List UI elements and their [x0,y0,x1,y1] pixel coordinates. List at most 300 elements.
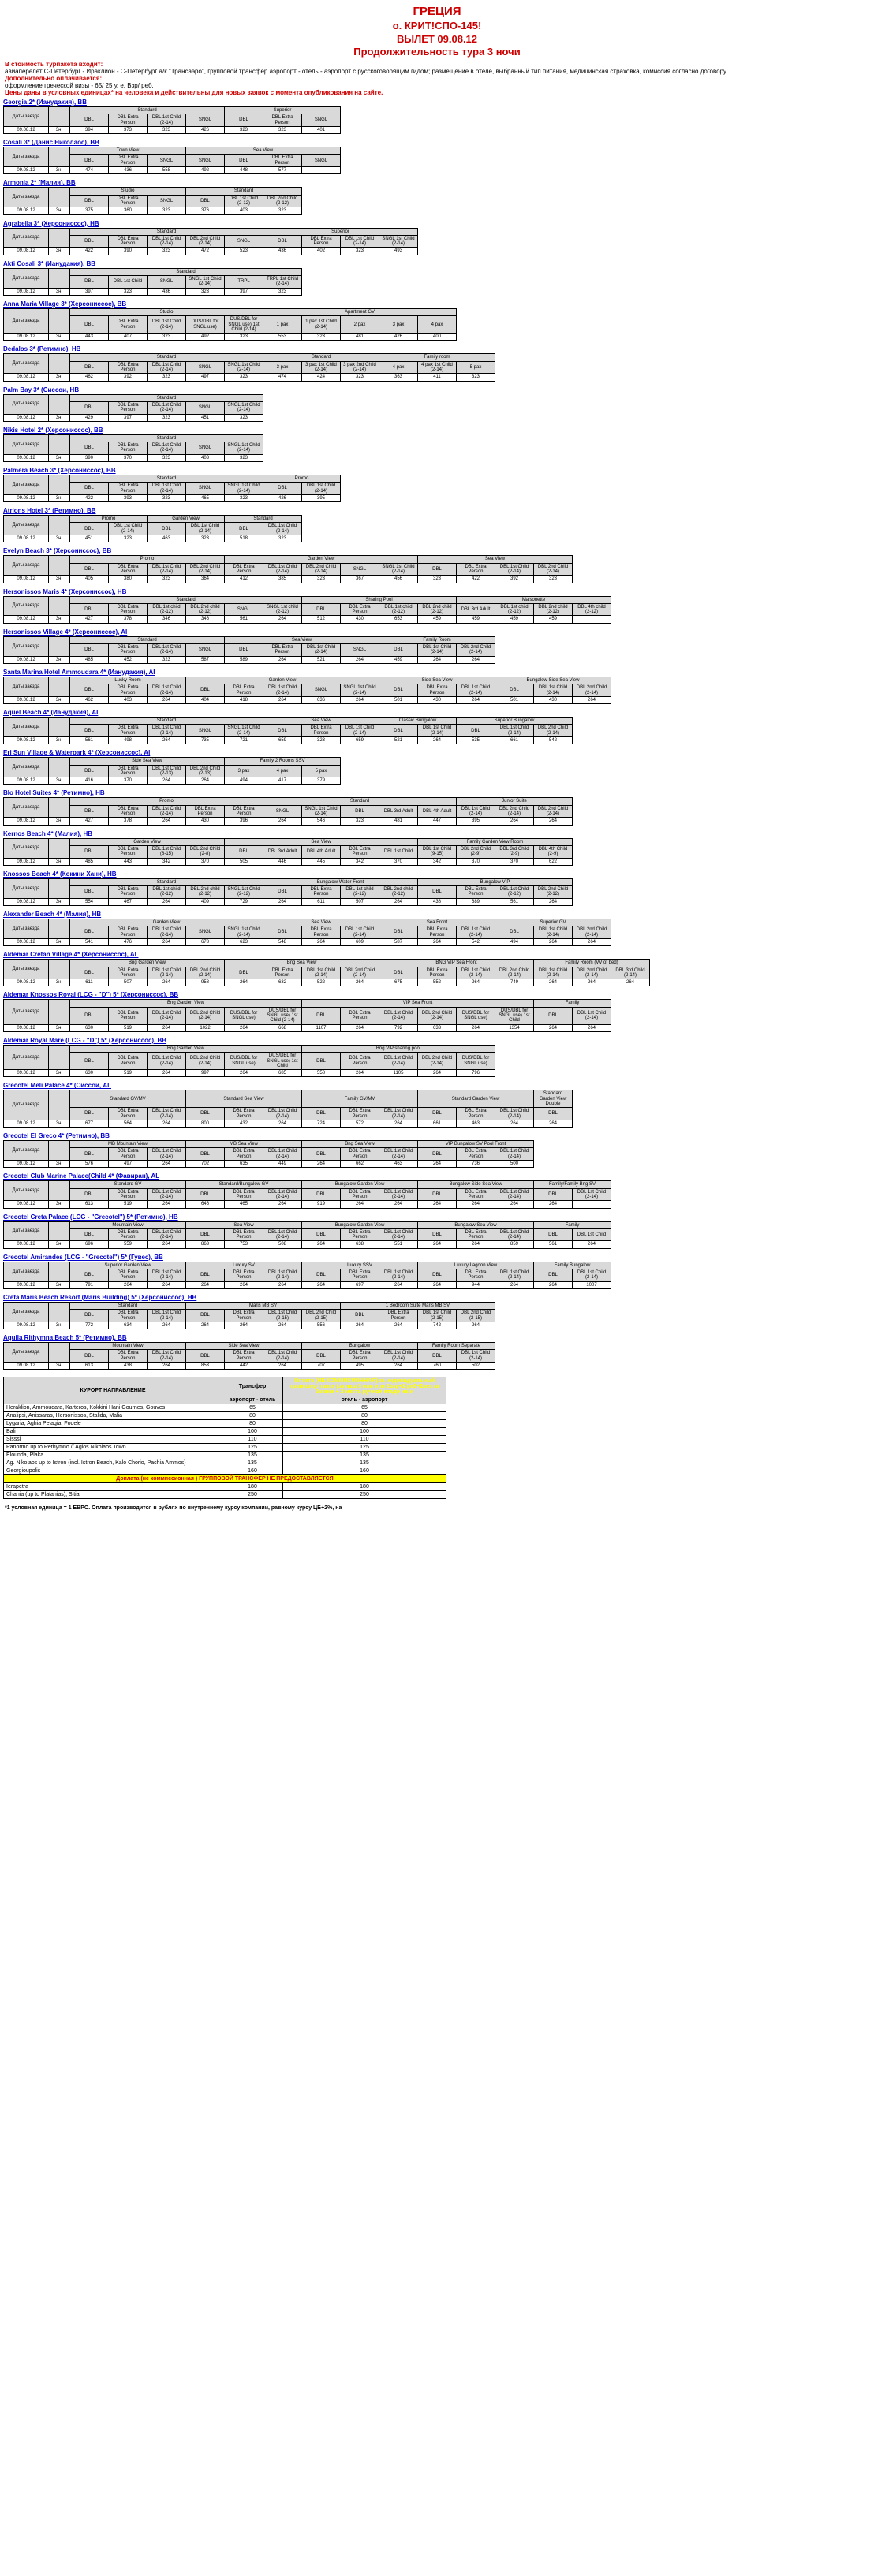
departure-date: 09.08.12 [4,938,49,945]
hotel-link[interactable]: Cosali 3* (Данис Николаос), BB [3,139,99,147]
price-cell: 554 [70,898,109,905]
room-group-title: Standard [70,636,225,643]
hotel-name [0,343,874,353]
hotel-link[interactable]: Hersonissos Maris 4* (Херсониссос), HB [3,587,127,595]
price-cell: 390 [70,454,109,461]
group-header-row [4,878,573,885]
room-group-title: Standard GV/MV [70,1090,186,1108]
hotel-link[interactable]: Santa Marina Hotel Ammoudara 4* (Ианудакия), AI [3,668,155,676]
room-group-title: Junior Suite [457,798,573,805]
price-cell: 449 [263,1161,302,1168]
hotel-link[interactable]: Knossos Beach 4* (Кокини Хани), HB [3,870,117,878]
price-cell: 662 [341,1161,379,1168]
price-cell: 427 [70,818,109,825]
price-column-header: SNGL [148,155,186,167]
price-cell: 367 [341,576,379,583]
nights-value: 3н. [49,576,70,583]
price-cell: 472 [186,248,225,255]
column-header-row [4,1148,534,1161]
nights-value: 3н. [49,656,70,663]
price-cell: 378 [109,818,148,825]
price-cell: 697 [341,1281,379,1288]
hotel-name [0,1170,874,1180]
price-cell: 264 [225,1281,263,1288]
transfer-price-to-hotel: 135 [222,1459,283,1467]
price-column-header: DBL Extra Person [341,845,379,858]
hotel-link[interactable]: Aldemar Cretan Village 4* (Херсониссос), AL [3,951,139,959]
hotel-price-table [3,555,573,583]
dates-label: Даты заезда [4,434,49,454]
hotel-link[interactable]: Alexander Beach 4* (Малия), HB [3,911,102,919]
price-column-header: DBL 1st Child (2-14) [379,1148,418,1161]
price-cell: 323 [148,656,186,663]
price-cell: 859 [495,1241,534,1248]
hotel-name [0,384,874,394]
transfer-destination: Analipsi, Anissaras, Hersonissos, Stalida, Malia [4,1412,222,1420]
hotel-link[interactable]: Nikis Hotel 2* (Херсониссос), BB [3,426,103,434]
hotel-link[interactable]: Anna Maria Village 3* (Херсониссос), BB [3,300,127,308]
price-cell: 264 [418,1241,457,1248]
price-column-header: DBL [70,684,109,697]
price-column-header: DBL 1st Child (2-14) [534,926,573,939]
hotel-link[interactable]: Hersonissos Village 4* (Херсониссос), AI [3,628,128,636]
price-column-header: DBL Extra Person [263,155,302,167]
price-column-header: DUS/DBL for SNGL use) [225,1007,263,1024]
room-group-title: Bng VIP sharing pool [302,1045,495,1052]
price-column-header: DBL Extra Person [109,1188,148,1201]
price-cell: 416 [70,777,109,785]
transfer-dir-to: аэропорт - отель [222,1396,283,1404]
hotel-link[interactable]: Blo Hotel Suites 4* (Ретимно), HB [3,789,105,797]
price-cell: 678 [186,938,225,945]
group-header-row [4,434,263,442]
price-column-header: DBL Extra Person [341,1053,379,1070]
dates-label: Даты заезда [4,147,49,167]
price-cell: 685 [263,1070,302,1077]
price-cell: 323 [263,288,302,295]
transfer-row [4,1491,446,1499]
hotel-price-table [3,475,341,502]
price-column-header: DBL 3rd Child (2-14) [611,967,650,979]
price-column-header: DUS/DBL for SNGL use) [457,1007,495,1024]
transfer-price-to-hotel: 80 [222,1412,283,1420]
transfer-row [4,1436,446,1444]
column-header-row [4,886,573,899]
hotel-link[interactable]: Dedalos 3* (Ретимно), HB [3,345,81,353]
hotel-link[interactable]: Palmera Beach 3* (Херсониссос), BB [3,466,116,474]
price-column-header: SNGL [186,926,225,939]
price-column-header: DBL Extra Person [457,1228,495,1241]
dates-label: Даты заезда [4,1090,49,1120]
dates-label: Даты заезда [4,596,49,616]
room-group-title: Standard Garden View Double [534,1090,573,1108]
price-column-header: DBL [70,1350,109,1363]
price-column-header: DBL [418,563,457,576]
column-header-row [4,1007,611,1024]
hotel-link[interactable]: Aquila Rithymna Beach 5* (Ретимно), BB [3,1334,127,1342]
room-group-title: Garden View [148,516,225,523]
price-column-header: 4 pax 1st Child (2-14) [418,361,457,374]
price-cell: 323 [148,414,186,421]
price-column-header: DBL Extra Person [109,644,148,657]
transfer-row [4,1459,446,1467]
price-cell: 587 [379,938,418,945]
price-column-header: DBL 1st Child (2-14) [263,1108,302,1120]
price-column-header: DBL [70,1148,109,1161]
departure-date: 09.08.12 [4,656,49,663]
price-cell: 459 [534,616,573,623]
price-cell: 502 [457,1363,495,1370]
hotel-link[interactable]: Agrabella 3* (Херсониссос), HB [3,219,99,227]
hotel-name [0,1079,874,1090]
price-column-header: DBL Extra Person [109,1228,148,1241]
price-column-header: DBL 1st Child (2-14) [148,926,186,939]
price-row [4,248,418,255]
dates-label: Даты заезда [4,758,49,777]
hotel-link[interactable]: Grecotel Amirandes (LCG - "Grecotel") 5* (Гувес), BB [3,1253,163,1261]
price-row [4,167,341,174]
price-cell: 323 [302,334,341,341]
price-column-header: DBL 2nd Child (2-14) [534,725,573,737]
room-group-title: Standard [186,188,302,195]
price-column-header: DBL 1st Child (2-14) [148,1188,186,1201]
room-group-title: Lucky Room [70,677,186,684]
price-column-header: DBL [263,483,302,495]
price-cell: 541 [70,938,109,945]
hotel-link[interactable]: Aldemar Royal Mare (LCG - "D") 5* (Херсониссос), BB [3,1036,167,1044]
price-cell: 264 [573,938,611,945]
price-column-header: DBL 2nd Child (2-14) [495,805,534,818]
price-cell: 742 [418,1322,457,1329]
price-cell: 370 [109,777,148,785]
price-column-header: DBL 1st Child (2-14) [495,1108,534,1120]
departure-date: 09.08.12 [4,898,49,905]
price-column-header: DBL [418,1228,457,1241]
hotel-link[interactable]: Eri Sun Village & Waterpark 4* (Херсониссос), AI [3,749,151,757]
nights-value: 3н. [49,207,70,214]
price-column-header: DBL Extra Person [418,926,457,939]
room-group-title: Family/Family Bng SV [534,1181,611,1188]
price-column-header: DBL Extra Person [109,1269,148,1282]
price-row [4,979,650,986]
transfer-price-to-airport: 110 [283,1436,446,1444]
price-cell: 323 [148,334,186,341]
price-column-header: SNGL [186,483,225,495]
price-cell: 519 [109,1201,148,1208]
price-cell: 264 [534,1024,573,1031]
price-cell: 646 [186,1201,225,1208]
price-cell: 760 [418,1363,457,1370]
hotel-link[interactable]: Akti Cosali 3* (Ианудакия), BB [3,259,96,267]
hotel-price-table [3,636,495,664]
price-cell: 1022 [186,1024,225,1031]
price-cell: 264 [418,1201,457,1208]
nights-value: 3н. [49,374,70,381]
price-column-header: DBL Extra Person [341,603,379,616]
price-column-header: DBL [70,1228,109,1241]
hotel-link[interactable]: Evelyn Beach 3* (Херсониссос), BB [3,547,112,555]
column-header-row [4,603,611,616]
price-cell: 481 [341,334,379,341]
dates-label: Даты заезда [4,677,49,696]
price-column-header: DBL [457,725,495,737]
hotel-link[interactable]: Grecotel Meli Palace 4* (Сиссои, AL [3,1082,111,1090]
price-column-header: SNGL 1st Child (2-14) [225,401,263,414]
column-header-row [4,845,573,858]
nights-value: 3н. [49,454,70,461]
price-column-header: DUS/DBL for SNGL use) 1st Child (2-14) [225,316,263,334]
transfer-destination: Sisssi [4,1436,222,1444]
hotel-link[interactable]: Grecotel Creta Palace (LCG - "Grecotel") 5* (Ретимно), HB [3,1213,178,1221]
price-cell: 346 [148,616,186,623]
price-column-header: DBL [186,684,225,697]
price-cell: 689 [457,898,495,905]
price-cell: 493 [379,248,418,255]
room-group-title: VIP Bungalow SV Pool Front [418,1141,534,1148]
departure-date: 09.08.12 [4,1241,49,1248]
price-cell: 853 [186,1363,225,1370]
price-cell: 791 [70,1281,109,1288]
group-header-row [4,1302,495,1309]
hotel-link[interactable]: Palm Bay 3* (Сиссои, HB [3,386,80,393]
price-cell: 559 [109,1241,148,1248]
room-group-title: Family [534,1000,611,1007]
price-cell: 264 [379,1322,418,1329]
hotel-name [0,706,874,717]
price-cell: 495 [341,1363,379,1370]
group-header-row [4,718,573,725]
room-group-title: Mountain View [70,1343,186,1350]
room-group-title: Standard Garden View [418,1090,534,1108]
price-cell: 264 [534,1281,573,1288]
price-cell: 675 [379,979,418,986]
price-cell: 438 [109,1363,148,1370]
price-column-header: DBL [263,725,302,737]
price-cell: 397 [109,414,148,421]
price-column-header: DBL Extra Person [109,805,148,818]
hotel-link[interactable]: Kernos Beach 4* (Малия), HB [3,829,93,837]
header-duration: Продолжительность тура 3 ночи [353,46,521,58]
price-column-header: DBL 1st Child (2-14) [148,1350,186,1363]
group-header-row [4,228,418,235]
room-group-title: Family 2 Rooms SSV [225,758,341,765]
transfer-price-to-airport: 180 [283,1483,446,1491]
price-column-header: DBL 1st Child (2-14) [457,805,495,818]
hotel-link[interactable]: Grecotel Club Marine Palace(Child 4* (Фавиран), AL [3,1172,160,1180]
price-row [4,126,341,133]
dates-label: Даты заезда [4,516,49,535]
price-cell: 485 [70,858,109,865]
departure-date: 09.08.12 [4,494,49,501]
price-cell: 323 [148,126,186,133]
nights-value: 3н. [49,1024,70,1031]
nights-value: 3н. [49,818,70,825]
room-group-title: Classic Bungalow [379,718,457,725]
price-cell: 501 [495,696,534,703]
price-cell: 401 [302,126,341,133]
price-column-header: DBL [225,845,263,858]
hotel-name [0,908,874,919]
price-cell [573,1201,611,1208]
price-cell: 264 [457,696,495,703]
price-column-header: DBL [534,1188,573,1201]
included-text: авиаперелет С-Петербург - Ираклион - С-Петербург а/к "Трансаэро", групповой трансфер аэропорт - отель - аэропорт с русскоговорящим гидом; размещение в отеле, выбранный тип питания, медицинская страховка, комиссия согласно договору [5,68,726,75]
price-cell: 264 [341,1322,379,1329]
room-group-title: Standard/Bungalow GV [186,1181,302,1188]
hotel-link[interactable]: Georgia 2* (Ианудакия), BB [3,99,87,106]
column-header-row [4,684,611,697]
price-column-header: DBL 1st Child (2-14) [534,684,573,697]
price-column-header: DBL Extra Person [225,805,263,818]
price-column-header: DBL Extra Person [225,1188,263,1201]
price-cell: 507 [341,898,379,905]
transfer-price-to-hotel: 250 [222,1491,283,1499]
price-cell: 403 [225,207,263,214]
nights-value: 3н. [49,777,70,785]
dates-label: Даты заезда [4,878,49,898]
price-cell: 364 [186,576,225,583]
price-column-header: 4 pax [418,316,457,334]
departure-date: 09.08.12 [4,454,49,461]
room-group-title: Standard [70,718,263,725]
price-cell: 463 [457,1120,495,1127]
transfer-rows [4,1404,446,1475]
transfer-price-to-airport: 135 [283,1452,446,1459]
price-column-header: DBL [186,1350,225,1363]
column-header-row [4,725,573,737]
price-cell: 572 [341,1120,379,1127]
price-cell: 264 [341,1024,379,1031]
nights-value: 3н. [49,414,70,421]
price-column-header: 4 pax [263,765,302,777]
price-column-header: DUS/DBL for SNGL use) [186,316,225,334]
room-group-title: Studio [70,308,263,315]
price-cell: 342 [148,858,186,865]
price-cell: 264 [148,938,186,945]
price-column-header: DBL [379,725,418,737]
room-group-title: Bng Sea View [225,960,379,967]
price-column-header: DBL Extra Person [263,644,302,657]
transfer-row [4,1420,446,1428]
nights-label [49,1343,70,1363]
price-column-header: SNGL 1st Child (2-14) [341,684,379,697]
price-cell: 264 [263,696,302,703]
price-column-header: DBL 2nd child (2-12) [186,603,225,616]
hotel-link[interactable]: Atrions Hotel 3* (Ретимно), BB [3,507,96,515]
price-row [4,1120,573,1127]
price-cell: 542 [457,938,495,945]
price-column-header: DBL [302,1053,341,1070]
price-column-header: DBL [70,603,109,616]
price-cell: 264 [186,1281,225,1288]
room-group-title: Standard GV [70,1181,186,1188]
price-column-header: TRPL [225,276,263,289]
nights-label [49,188,70,207]
room-group-title: Standard [263,354,379,361]
hotel-link[interactable]: Creta Maris Beach Resort (Maris Building) 5* (Херсониссос), HB [3,1293,197,1301]
price-cell: 613 [70,1201,109,1208]
hotel-link[interactable]: Armonia 2* (Малия), BB [3,179,76,187]
nights-value: 3н. [49,1281,70,1288]
price-cell: 576 [70,1161,109,1168]
price-column-header: DBL Extra Person [263,967,302,979]
hotel-link[interactable]: Aquel Beach 4* (Ианудакия), AI [3,709,99,717]
price-column-header: DBL 1st Child (2-14) [148,401,186,414]
hotel-name [0,177,874,187]
price-row [4,1363,495,1370]
price-column-header: DBL [70,483,109,495]
price-column-header: DBL Extra Person [109,1108,148,1120]
price-cell: 519 [109,1070,148,1077]
column-header-row [4,1350,495,1363]
price-row [4,1024,611,1031]
price-cell: 442 [225,1363,263,1370]
price-column-header: DBL [70,805,109,818]
dates-label: Даты заезда [4,798,49,818]
price-column-header: DBL 1st Child [573,1228,611,1241]
nights-value: 3н. [49,1241,70,1248]
price-cell: 264 [418,737,457,744]
price-cell: 494 [225,777,263,785]
price-cell: 459 [418,616,457,623]
price-cell: 430 [341,616,379,623]
price-row [4,535,302,542]
price-column-header: DBL [495,926,534,939]
price-column-header: DBL 1st Child (2-14) [495,1188,534,1201]
price-row [4,858,573,865]
price-column-header: DBL [70,442,109,455]
price-column-header: DBL 1st Child (2-14) [263,523,302,535]
price-column-header: DBL [70,276,109,289]
hotel-name [0,96,874,106]
dates-label: Даты заезда [4,1302,49,1322]
hotel-price-table [3,999,611,1031]
price-cell: 476 [109,938,148,945]
price-cell: 546 [302,818,341,825]
price-column-header: DBL Extra Person [225,1228,263,1241]
hotel-name [0,258,874,268]
price-column-header: DBL [418,886,457,899]
price-column-header: DBL 1st Child (2-14) [573,1007,611,1024]
room-group-title: Superior Bungalow [457,718,573,725]
price-cell: 264 [379,1120,418,1127]
price-column-header: DBL 1st Child (2-14) [341,235,379,248]
transfer-price-to-hotel: 125 [222,1444,283,1452]
group-header-row [4,308,457,315]
room-group-title: Standard [70,878,263,885]
transfer-price-to-hotel: 160 [222,1467,283,1475]
price-column-header: DBL 1st Child (2-14) [148,725,186,737]
price-row [4,288,302,295]
price-row [4,938,611,945]
group-header-row [4,1000,611,1007]
room-group-title: Bng Garden View [70,960,225,967]
price-column-header: DUS/DBL for SNGL use) [457,1053,495,1070]
price-row [4,696,611,703]
price-column-header: DBL Extra Person [109,1007,148,1024]
price-cell: 430 [418,696,457,703]
price-cell: 611 [302,898,341,905]
price-row [4,414,263,421]
hotel-link[interactable]: Aldemar Knossos Royal (LCG - "D") 5* (Херсониссос), BB [3,991,179,999]
price-cell: 630 [70,1070,109,1077]
price-cell: 264 [457,979,495,986]
hotel-link[interactable]: Grecotel El Greco 4* (Ретимно), BB [3,1132,110,1140]
price-cell: 264 [109,1281,148,1288]
price-cell: 551 [379,1241,418,1248]
price-column-header: DBL 1st Child (2-14) [263,1148,302,1161]
price-column-header: 1 pax 1st Child (2-14) [302,316,341,334]
